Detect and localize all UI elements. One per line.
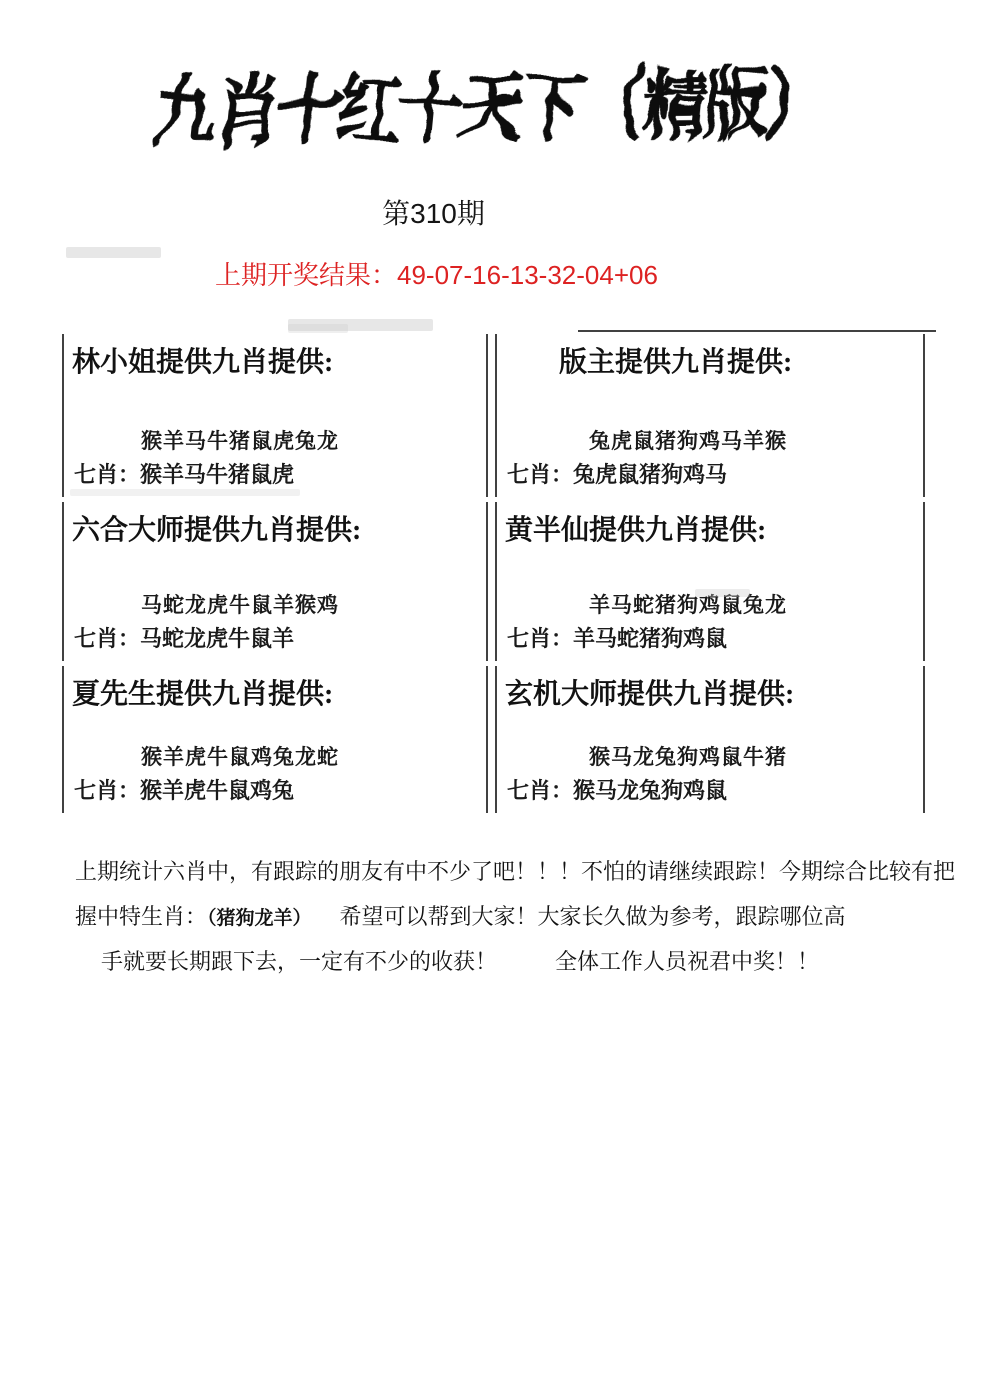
- seven-zodiac-line: 七肖：羊马蛇猪狗鸡鼠: [507, 626, 728, 651]
- provider-title: 六合大师提供九肖提供:: [72, 515, 362, 546]
- provider-title: 版主提供九肖提供:: [559, 347, 793, 378]
- previous-result-label: 上期开奖结果：: [215, 260, 398, 290]
- prediction-cell-xiaxiansheng: [62, 666, 488, 813]
- footer-line-1: 上期统计六肖中，有跟踪的朋友有中不少了吧！！！不怕的请继续跟踪！今期综合比较有把: [75, 859, 956, 884]
- seven-zodiac-line: 七肖：兔虎鼠猪狗鸡马: [507, 462, 728, 487]
- previous-result-line: [215, 255, 658, 292]
- footer-line3-b: 全体工作人员祝君中奖！！: [555, 949, 820, 974]
- footer-line-3: [75, 939, 915, 984]
- scan-artifact: [70, 489, 300, 496]
- nine-zodiac-line: 猴羊虎牛鼠鸡兔龙蛇: [141, 745, 339, 769]
- prediction-cell-huangbanxian: [495, 502, 925, 661]
- scan-artifact: [66, 247, 161, 258]
- prediction-cell-linxiaojie: [62, 334, 488, 497]
- provider-title: 黄半仙提供九肖提供:: [505, 515, 767, 546]
- special-zodiac-pick: （猪狗龙羊）: [207, 908, 312, 929]
- provider-title: 玄机大师提供九肖提供:: [505, 679, 795, 710]
- provider-title: 夏先生提供九肖提供:: [72, 679, 334, 710]
- footer-line3-a: 手就要长期跟下去，一定有不少的收获！: [101, 949, 498, 974]
- previous-result-numbers: 49-07-16-13-32-04+06: [397, 260, 658, 290]
- prediction-cell-banzhu: [495, 334, 925, 497]
- seven-zodiac-line: 七肖：猴马龙兔狗鸡鼠: [507, 778, 728, 803]
- nine-zodiac-line: 猴羊马牛猪鼠虎兔龙: [141, 429, 339, 453]
- seven-zodiac-line: 七肖：猴羊虎牛鼠鸡兔: [74, 778, 295, 803]
- seven-zodiac-line: 七肖：猴羊马牛猪鼠虎: [74, 462, 295, 487]
- seven-zodiac-line: 七肖：马蛇龙虎牛鼠羊: [74, 626, 295, 651]
- footer-line-2: [75, 894, 915, 939]
- prediction-cell-liuhedashi: [62, 502, 488, 661]
- footer-line2-post: 希望可以帮到大家！大家长久做为参考，跟踪哪位高: [339, 904, 846, 929]
- nine-zodiac-line: 兔虎鼠猪狗鸡马羊猴: [589, 429, 787, 453]
- prediction-cell-xuanjidashi: [495, 666, 925, 813]
- provider-title: 林小姐提供九肖提供:: [72, 347, 334, 378]
- board-top-rule: [578, 330, 936, 332]
- nine-zodiac-line: 马蛇龙虎牛鼠羊猴鸡: [141, 593, 339, 617]
- period-label: 第310期: [382, 198, 485, 229]
- masthead: [0, 56, 981, 155]
- prediction-board: [62, 334, 925, 813]
- footer-line2-pre: 握中特生肖：: [75, 904, 208, 929]
- masthead-title: 九肖十红十天下（精版）: [149, 62, 830, 155]
- scan-artifact: [695, 589, 750, 597]
- scan-artifact: [288, 324, 348, 333]
- nine-zodiac-line: 猴马龙兔狗鸡鼠牛猪: [589, 745, 787, 769]
- nine-zodiac-line: 羊马蛇猪狗鸡鼠兔龙: [589, 593, 787, 617]
- footer-commentary: [75, 849, 956, 984]
